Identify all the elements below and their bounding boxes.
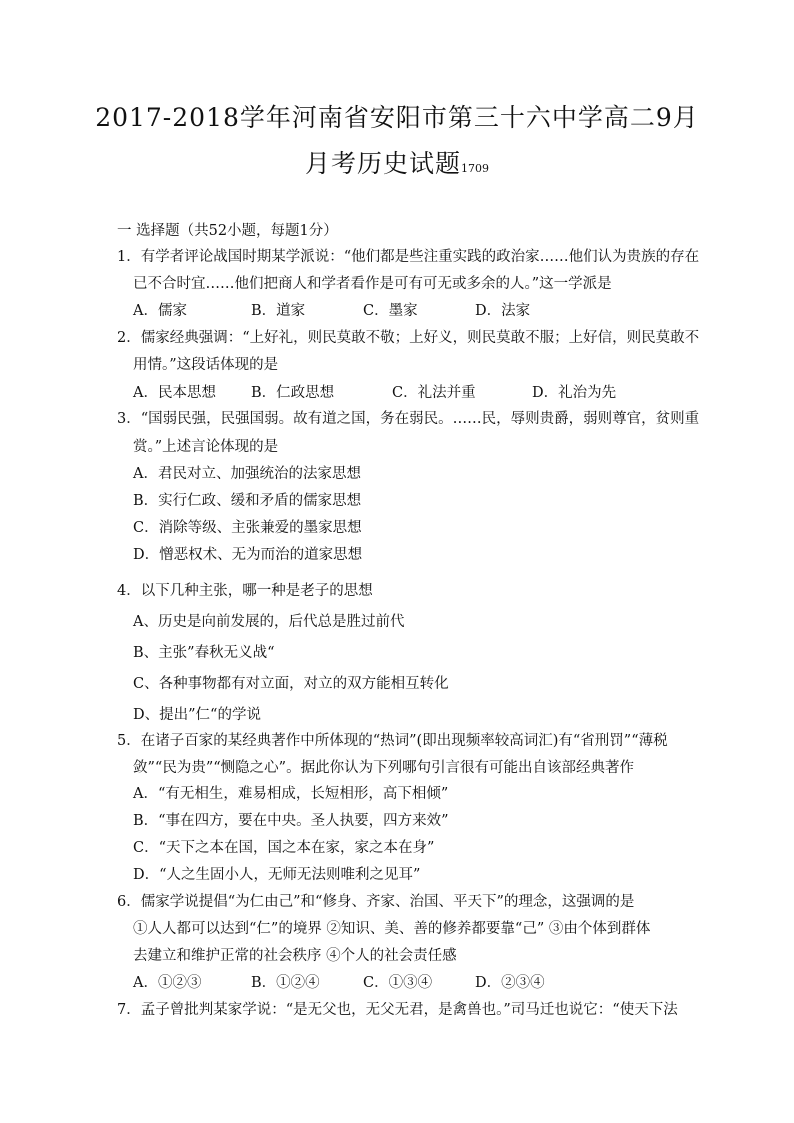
section-heading: 一 选择题（共52小题，每题1分） xyxy=(117,223,338,239)
question-1-options xyxy=(133,299,530,320)
option-c[interactable]: C．墨家 xyxy=(363,303,418,319)
document-title-text: 月考历史试题 xyxy=(304,149,461,178)
option-a[interactable]: A．民本思想 xyxy=(133,385,216,401)
question-6-line-1: 6．儒家学说提倡“为仁由己”和“修身、齐家、治国、平天下”的理念，这强调的是 xyxy=(117,894,635,910)
question-5-option-b[interactable]: B．“事在四方，要在中央。圣人执要，四方来效” xyxy=(133,813,449,829)
question-3-option-c[interactable]: C．消除等级、主张兼爱的墨家思想 xyxy=(133,520,362,536)
question-3-line-1: 3．“国弱民强，民强国弱。故有道之国，务在弱民。……民，辱则贵爵，弱则尊官，贫则重 xyxy=(117,411,700,427)
question-7-line-1: 7．孟子曾批判某家学说：“是无父也，无父无君，是禽兽也。”司马迁也说它：“使天下法 xyxy=(117,1002,678,1018)
question-6-options xyxy=(133,971,545,992)
question-4-option-d[interactable]: D、提出”仁“的学说 xyxy=(133,707,261,723)
question-4-option-c[interactable]: C、各种事物都有对立面，对立的双方能相互转化 xyxy=(133,676,449,692)
option-d[interactable]: D．法家 xyxy=(475,303,531,319)
question-4-option-a[interactable]: A、历史是向前发展的，后代总是胜过前代 xyxy=(133,614,405,630)
question-6-line-2: ①人人都可以达到“仁”的境界 ②知识、美、善的修养都要靠“己” ③由个体到群体 xyxy=(133,921,651,937)
option-d[interactable]: D．②③④ xyxy=(475,975,545,991)
option-b[interactable]: B．①②④ xyxy=(251,975,320,991)
question-3-option-d[interactable]: D．憎恶权术、无为而治的道家思想 xyxy=(133,547,363,563)
document-title-line1: 2017-2018学年河南省安阳市第三十六中学高二9月 xyxy=(95,103,699,132)
document-title-line2 xyxy=(0,144,794,180)
question-4-line-1: 4．以下几种主张，哪一种是老子的思想 xyxy=(117,583,373,599)
question-6-line-3: 去建立和维护正常的社会秩序 ④个人的社会责任感 xyxy=(133,948,457,964)
question-1-line-2: 已不合时宜……他们把商人和学者看作是可有可无或多余的人。”这一学派是 xyxy=(133,276,612,292)
question-5-line-2: 敛”“民为贵”“恻隐之心”。据此你认为下列哪句引言很有可能出自该部经典著作 xyxy=(133,760,635,776)
option-c[interactable]: C．①③④ xyxy=(363,975,433,991)
question-4-option-b[interactable]: B、主张”春秋无义战“ xyxy=(133,645,275,661)
option-c[interactable]: C．礼法并重 xyxy=(392,385,476,401)
question-1-line-1: 1．有学者评论战国时期某学派说：“他们都是些注重实践的政治家……他们认为贵族的存在 xyxy=(117,249,700,265)
question-5-option-c[interactable]: C．“天下之本在国，国之本在家，家之本在身” xyxy=(133,840,435,856)
question-2-options xyxy=(133,381,616,402)
question-5-line-1: 5．在诸子百家的某经典著作中所体现的“热词”(即出现频率较高词汇)有“省刑罚”“薄税 xyxy=(117,733,668,749)
option-a[interactable]: A．儒家 xyxy=(133,303,187,319)
question-5-option-d[interactable]: D．“人之生固小人，无师无法则唯利之见耳” xyxy=(133,867,421,883)
document-code: 1709 xyxy=(461,162,489,175)
option-b[interactable]: B．道家 xyxy=(251,303,306,319)
question-2-line-2: 用情。”这段话体现的是 xyxy=(133,357,279,373)
question-5-option-a[interactable]: A．“有无相生，难易相成，长短相形，高下相倾” xyxy=(133,786,449,802)
question-3-line-2: 赏。”上述言论体现的是 xyxy=(133,439,279,455)
question-2-line-1: 2．儒家经典强调：“上好礼，则民莫敢不敬；上好义，则民莫敢不服；上好信，则民莫敢不 xyxy=(117,330,700,346)
option-d[interactable]: D．礼治为先 xyxy=(532,385,617,401)
option-b[interactable]: B．仁政思想 xyxy=(251,385,335,401)
question-3-option-a[interactable]: A．君民对立、加强统治的法家思想 xyxy=(133,466,361,482)
question-3-option-b[interactable]: B．实行仁政、缓和矛盾的儒家思想 xyxy=(133,493,362,509)
option-a[interactable]: A．①②③ xyxy=(133,975,202,991)
